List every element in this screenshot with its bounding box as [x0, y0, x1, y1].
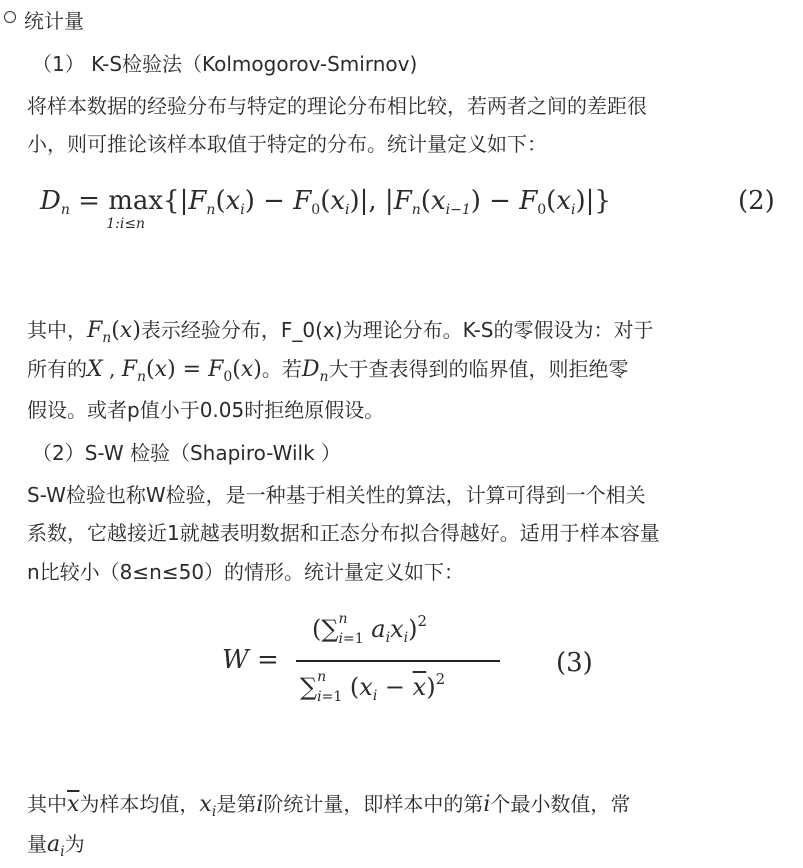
sw-intro-line-1: S-W检验也称W检验，是一种基于相关性的算法，计算可得到一个相关	[27, 483, 646, 507]
ks-equation: $D_n = \max$ 1:i≤n {$|F_n(x_i) - F_0(x_i)|$, $|F_n(x_{i-1}) - F_0(x_i)|$}	[40, 186, 611, 232]
section-heading: 统计量	[24, 9, 84, 33]
bullet-circle-icon	[4, 11, 16, 23]
sw-equation-number: (3)	[556, 648, 593, 678]
ks-intro-line-1: 将样本数据的经验分布与特定的理论分布相比较，若两者之间的差距很	[27, 94, 647, 118]
sw-intro-line-3: n比较小（8≤n≤50）的情形。统计量定义如下：	[27, 560, 465, 584]
sw-equation-numerator: (∑ n i=1 $a_ix_i)^2$	[312, 611, 428, 647]
ks-title: （1） K-S检验法（Kolmogorov-Smirnov)	[32, 52, 418, 76]
ks-intro-line-2: 小，则可推论该样本取值于特定的分布。统计量定义如下：	[27, 132, 547, 156]
sw-explanation-line-1: 其中$\overline{x}$为样本均值，$x_i$是第i阶统计量，即样本中的第i个最小数值，常	[27, 792, 631, 820]
ks-explanation-line-3: 假设。或者p值小于0.05时拒绝原假设。	[27, 398, 385, 422]
sw-explanation-line-2: 量$a_i$为	[27, 832, 85, 860]
sw-intro-line-2: 系数，它越接近1就越表明数据和正态分布拟合得越好。适用于样本容量	[27, 521, 660, 545]
ks-explanation-line-2: 所有的X , $F_n(x) = F_0(x)$。若$D_n$大于查表得到的临界值，则拒绝零	[27, 357, 629, 385]
ks-equation-number: (2)	[738, 186, 775, 216]
sw-fraction-bar	[296, 660, 500, 662]
sw-equation-lhs: W =	[222, 645, 279, 675]
ks-explanation-line-1: 其中，$F_n(x)$表示经验分布，F_0(x)为理论分布。K-S的零假设为：对于	[27, 318, 654, 346]
sw-equation-denominator: ∑ n i=1 $(x_i - \overline{x})^2$	[300, 669, 446, 705]
sw-title: （2）S-W 检验（Shapiro-Wilk ）	[32, 441, 342, 465]
